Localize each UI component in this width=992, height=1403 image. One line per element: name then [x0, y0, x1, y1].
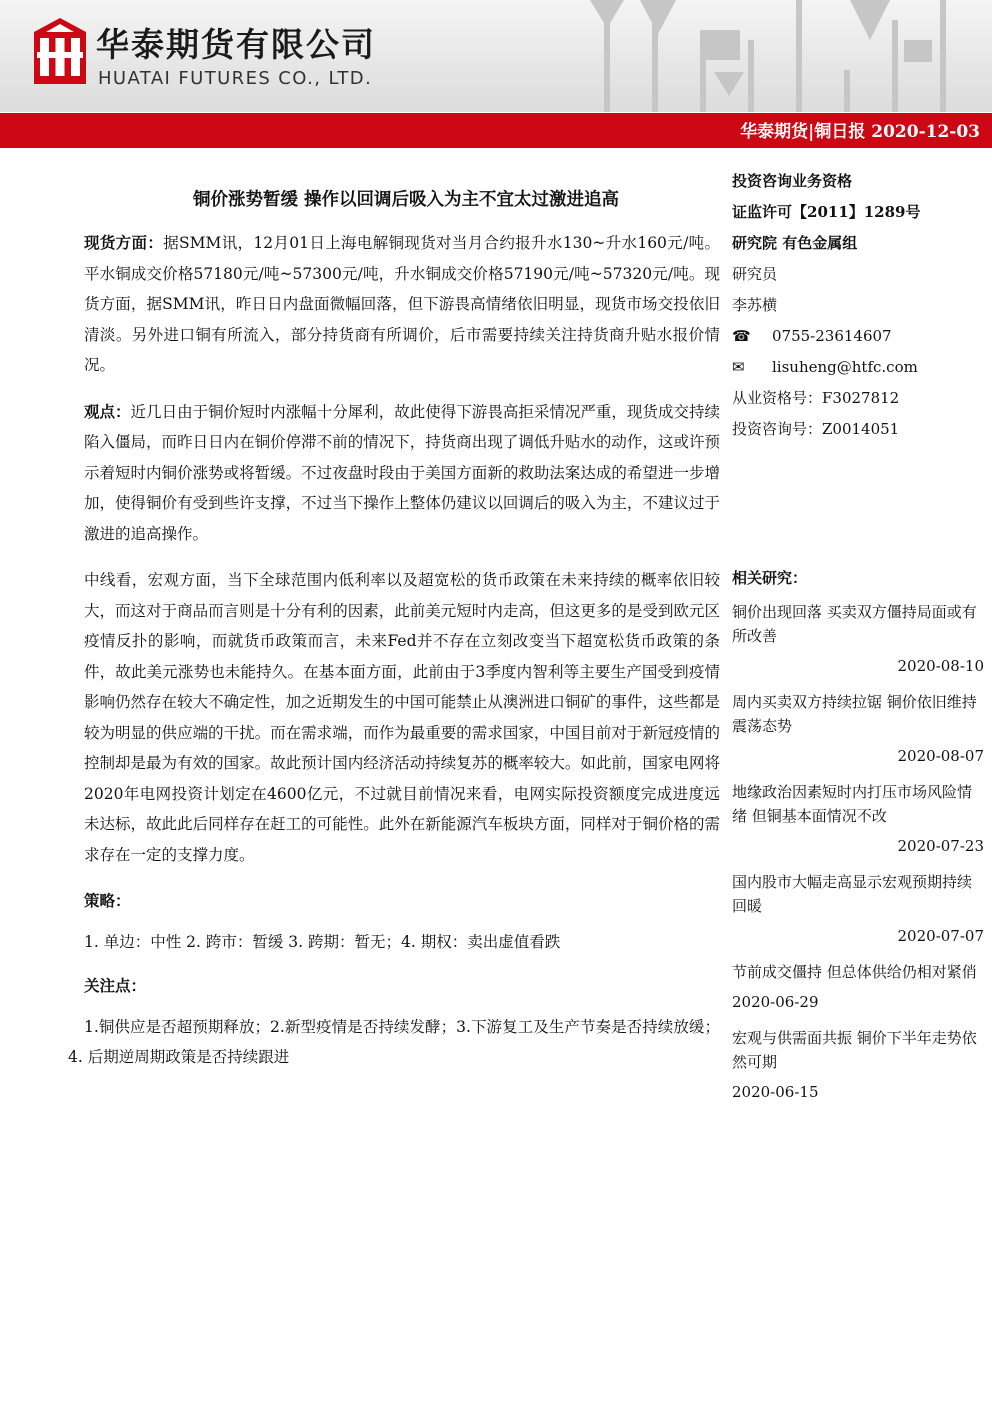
view-text: 近几日由于铜价短时内涨幅十分犀利，故此使得下游畏高拒采情况严重，现货成交持续陷入僵局，而昨日日内在铜价停滞不前的情况下，持货商出现了调低升贴水的动作，这或许预示着短时内铜价涨势或将暂缓。不过夜盘时段由于美国方面新的救助法案达成的希望进一步增加，使得铜价有受到些许支撑，不过当下操作上整体仍建议以回调后的吸入为主，不建议过于激进的追高操作。 — [84, 402, 720, 543]
report-tag: 华泰期货|铜日报 2020-12-03 — [740, 122, 980, 142]
view-paragraph — [84, 397, 720, 550]
related-item[interactable] — [732, 600, 984, 684]
institute-line: 研究院 有色金属组 — [732, 234, 858, 252]
related-date: 2020-07-23 — [897, 837, 984, 855]
related-date: 2020-06-15 — [732, 1083, 819, 1101]
view-label: 观点： — [84, 401, 131, 421]
related-title[interactable]: 铜价出现回落 买卖双方僵持局面或有所改善 — [732, 603, 977, 645]
page-header — [0, 0, 992, 112]
researcher-role: 研究员 — [732, 265, 778, 283]
focus-text: 1.铜供应是否超预期释放；2.新型疫情是否持续发酵；3.下游复工及生产节奏是否持续放缓；4. 后期逆周期政策是否持续跟进 — [68, 1017, 720, 1066]
phone-row — [732, 321, 984, 352]
related-item[interactable] — [732, 1026, 984, 1110]
related-title[interactable]: 地缘政治因素短时内打压市场风险情绪 但铜基本面情况不改 — [732, 783, 973, 825]
focus-heading: 关注点： — [84, 976, 147, 995]
strategy-heading: 策略： — [84, 891, 131, 910]
related-title[interactable]: 宏观与供需面共振 铜价下半年走势依然可期 — [732, 1029, 977, 1071]
related-item[interactable] — [732, 690, 984, 774]
spot-label: 现货方面： — [84, 233, 164, 252]
sidebar — [732, 166, 984, 1110]
spot-paragraph — [84, 228, 720, 381]
consult-number: 投资咨询号：Z0014051 — [732, 420, 900, 438]
report-tag-bar — [0, 113, 992, 148]
company-name-en: HUATAI FUTURES CO., LTD. — [98, 68, 373, 89]
company-name-cn: 华泰期货有限公司 — [96, 25, 376, 64]
license-line: 证监许可【2011】1289号 — [732, 203, 921, 221]
spot-text: 据SMM讯，12月01日上海电解铜现货对当月合约报升水130~升水160元/吨。平水铜成交价格57180元/吨~57300元/吨，升水铜成交价格57190元/吨~57320元/吨。现货方面，据SMM讯，昨日日内盘面微幅回落，但下游畏高情绪依旧明显，现货市场交投依旧清淡。另外进口铜有所流入，部分持货商有所调价，后市需要持续关注持货商升贴水报价情况。 — [84, 234, 720, 374]
related-title[interactable]: 周内买卖双方持续拉锯 铜价依旧维持震荡态势 — [732, 693, 977, 735]
related-research-heading: 相关研究： — [732, 569, 808, 587]
qualification-line: 投资咨询业务资格 — [732, 172, 853, 190]
strategy-text: 1. 单边：中性 2. 跨市：暂缓 3. 跨期：暂无；4. 期权：卖出虚值看跌 — [84, 932, 561, 951]
email-row — [732, 352, 984, 383]
article-title: 铜价涨势暂缓 操作以回调后吸入为主不宜太过激进追高 — [192, 190, 620, 210]
related-item[interactable] — [732, 780, 984, 864]
huatai-logo-icon — [34, 18, 86, 84]
related-item[interactable] — [732, 960, 984, 1020]
related-date: 2020-08-07 — [897, 747, 984, 765]
researcher-name: 李苏横 — [732, 296, 778, 314]
practice-number: 从业资格号：F3027812 — [732, 389, 900, 407]
envelope-icon: ✉ — [732, 358, 745, 376]
related-date: 2020-06-29 — [732, 993, 819, 1011]
related-title[interactable]: 国内股市大幅走高显示宏观预期持续回暖 — [732, 873, 973, 915]
email-address: lisuheng@htfc.com — [772, 358, 918, 376]
related-title[interactable]: 节前成交僵持 但总体供给仍相对紧俏 — [732, 963, 977, 981]
telephone-icon: ☎ — [732, 327, 751, 345]
midterm-paragraph: 中线看，宏观方面，当下全球范围内低利率以及超宽松的货币政策在未来持续的概率依旧较大，而这对于商品而言则是十分有利的因素，此前美元短时内走高，但这更多的是受到欧元区疫情反扑的影响，而就货币政策而言，未来Fed并不存在立刻改变当下超宽松货币政策的条件，故此美元涨势也未能持久。在基本面方面，此前由于3季度内智利等主要生产国受到疫情影响仍然存在较大不确定性，加之近期发生的中国可能禁止从澳洲进口铜矿的事件，这些都是较为明显的供应端的干扰。而在需求端，而作为最重要的需求国家，中国目前对于新冠疫情的控制却是最为有效的国家。故此预计国内经济活动持续复苏的概率较大。如此前，国家电网将2020年电网投资计划定在4600亿元，不过就目前情况来看，电网实际投资额度完成进度远未达标，故此此后同样存在赶工的可能性。此外在新能源汽车板块方面，同样对于铜价格的需求存在一定的支撑力度。 — [84, 571, 720, 864]
phone-number: 0755-23614607 — [772, 327, 892, 345]
related-item[interactable] — [732, 870, 984, 954]
related-date: 2020-08-10 — [897, 657, 984, 675]
related-date: 2020-07-07 — [897, 927, 984, 945]
article-body — [68, 186, 720, 1073]
